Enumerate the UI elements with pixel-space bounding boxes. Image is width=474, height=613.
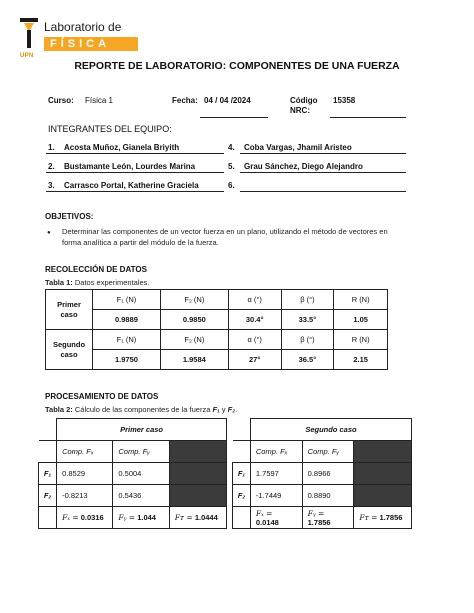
processing-heading: PROCESAMIENTO DE DATOS — [45, 392, 159, 401]
corner-cell — [233, 441, 251, 463]
member-num: 5. — [228, 162, 235, 171]
case-title: Primer caso — [57, 419, 227, 441]
table-row — [39, 485, 227, 507]
table-cell: 0.8890 — [302, 485, 354, 507]
table-row — [46, 290, 388, 310]
table-row — [39, 441, 227, 463]
table-cell: 33.5° — [281, 310, 334, 330]
sum-y-cell — [302, 507, 354, 529]
column-header: α (°) — [228, 330, 281, 350]
table1-caption — [45, 278, 150, 289]
sum-x-cell — [57, 507, 113, 529]
corner-cell — [39, 419, 57, 441]
table-cell: 0.8529 — [57, 463, 113, 485]
table2-caption — [45, 405, 237, 416]
shaded-cell — [169, 485, 226, 507]
objectives-heading: OBJETIVOS: — [45, 212, 94, 221]
column-header: β (°) — [281, 330, 334, 350]
shaded-cell — [354, 463, 412, 485]
codigo-value: 15358 — [333, 96, 356, 105]
caption-f2: F₂ — [227, 405, 236, 414]
column-header: α (°) — [228, 290, 281, 310]
table-row — [233, 463, 412, 485]
objective-line: forma analítica a partir del módulo de la fuerza. — [62, 238, 219, 247]
table-cell: -1.7449 — [250, 485, 302, 507]
table-row — [46, 350, 388, 370]
member-underline — [46, 153, 224, 154]
table-cell: 1.9584 — [160, 350, 228, 370]
corner-cell — [233, 419, 251, 441]
table-row — [233, 441, 412, 463]
case-label-line: caso — [60, 309, 78, 319]
nrc-label: NRC: — [290, 106, 310, 115]
row-label: F₁ — [39, 463, 57, 485]
shaded-cell — [354, 485, 412, 507]
corner-cell — [39, 507, 57, 529]
row-label: F₂ — [233, 485, 251, 507]
corner-cell — [233, 507, 251, 529]
case-label-line: caso — [60, 349, 78, 359]
fecha-label: Fecha: — [172, 96, 198, 105]
table-row — [39, 507, 227, 529]
table-row — [233, 419, 412, 441]
logo-line1: Laboratorio de — [44, 20, 122, 34]
member-num: 3. — [48, 181, 55, 190]
fecha-underline — [200, 117, 268, 118]
table-cell: 30.4° — [228, 310, 281, 330]
codigo-label: Código — [290, 96, 318, 105]
sum-t-symbol: Fᴛ = — [174, 513, 193, 522]
sum-t-symbol: Fᴛ = — [359, 513, 378, 522]
member-underline — [240, 153, 406, 154]
column-header: F₂ (N) — [160, 290, 228, 310]
table2-caption-label: Tabla 2: — [45, 405, 73, 414]
sum-x-value: 0.0148 — [255, 517, 279, 527]
table-row — [233, 507, 412, 529]
components-table-case-2 — [232, 418, 412, 529]
table-cell: 0.9889 — [93, 310, 161, 330]
column-header: F₂ (N) — [160, 330, 228, 350]
row-label: F₁ — [233, 463, 251, 485]
data-collection-heading: RECOLECCIÓN DE DATOS — [45, 265, 147, 274]
member-num: 1. — [48, 143, 55, 152]
column-header: Comp. Fₓ — [250, 441, 302, 463]
bullet-icon: ● — [47, 230, 51, 236]
sum-y-symbol: Fᵧ = — [307, 508, 325, 518]
case-label — [46, 290, 93, 330]
table-row — [39, 419, 227, 441]
column-header: F₁ (N) — [93, 330, 161, 350]
table1-caption-label: Tabla 1: — [45, 278, 73, 287]
member-name: Carrasco Portal, Katherine Graciela — [64, 181, 199, 190]
table2-caption-text: Cálculo de las componentes de la fuerza — [72, 405, 213, 414]
member-num: 4. — [228, 143, 235, 152]
sum-x-symbol: Fₓ = — [255, 508, 273, 518]
upn-torch-icon — [20, 18, 38, 50]
table-cell: 2.15 — [334, 350, 388, 370]
member-name: Grau Sánchez, Diego Alejandro — [244, 162, 363, 171]
table-cell: 0.5436 — [113, 485, 169, 507]
logo-upn-text: UPN — [20, 53, 34, 59]
table-cell: 0.5004 — [113, 463, 169, 485]
member-name: Acosta Muñoz, Gianela Briyith — [64, 143, 180, 152]
member-name: Bustamante León, Lourdes Marina — [64, 162, 196, 171]
sum-t-cell — [169, 507, 226, 529]
member-underline — [240, 191, 406, 192]
sum-x-cell — [250, 507, 302, 529]
sum-x-value: 0.0316 — [80, 513, 104, 522]
table-cell: 36.5° — [281, 350, 334, 370]
sum-y-cell — [113, 507, 169, 529]
column-header: Comp. Fₓ — [57, 441, 113, 463]
sum-t-value: 1.7856 — [379, 513, 403, 522]
row-label: F₂ — [39, 485, 57, 507]
lab-logo — [20, 18, 135, 59]
member-underline — [46, 191, 224, 192]
member-num: 2. — [48, 162, 55, 171]
corner-cell — [39, 441, 57, 463]
components-table-case-1 — [38, 418, 227, 529]
shaded-cell — [354, 441, 412, 463]
table-row — [233, 485, 412, 507]
table1-caption-text: Datos experimentales. — [72, 278, 150, 287]
caption-end: . — [235, 405, 238, 414]
codigo-underline — [330, 117, 406, 118]
curso-value: Física 1 — [85, 96, 114, 105]
table-cell: 27° — [228, 350, 281, 370]
table-row — [46, 310, 388, 330]
column-header: F₁ (N) — [93, 290, 161, 310]
table-row — [46, 330, 388, 350]
logo-line2: FÍSICA — [44, 37, 138, 51]
case-label — [46, 330, 93, 370]
column-header: β (°) — [281, 290, 334, 310]
team-heading: INTEGRANTES DEL EQUIPO: — [48, 124, 172, 134]
table-cell: 1.9750 — [93, 350, 161, 370]
sum-x-symbol: Fₓ = — [62, 513, 79, 522]
table-cell: -0.8213 — [57, 485, 113, 507]
experimental-data-table — [45, 289, 388, 370]
caption-f1: F₁ — [212, 405, 220, 414]
column-header: Comp. Fᵧ — [302, 441, 354, 463]
case-label-line: Primer — [57, 299, 81, 309]
sum-y-symbol: Fᵧ = — [118, 513, 136, 522]
table-cell: 0.9850 — [160, 310, 228, 330]
sum-y-value: 1.7856 — [307, 517, 331, 527]
case-label-line: Segundo — [52, 339, 86, 349]
case-title: Segundo caso — [250, 419, 411, 441]
shaded-cell — [169, 463, 226, 485]
table-cell: 1.05 — [334, 310, 388, 330]
column-header: R (N) — [334, 290, 388, 310]
shaded-cell — [169, 441, 226, 463]
column-header: Comp. Fᵧ — [113, 441, 169, 463]
curso-label: Curso: — [48, 96, 74, 105]
caption-y: y — [219, 405, 228, 414]
table-row — [39, 463, 227, 485]
member-underline — [240, 172, 406, 173]
column-header: R (N) — [334, 330, 388, 350]
member-underline — [46, 172, 224, 173]
sum-y-value: 1.044 — [137, 513, 156, 522]
fecha-value: 04 / 04 /2024 — [204, 96, 251, 105]
report-title: REPORTE DE LABORATORIO: COMPONENTES DE UNA FUERZA — [74, 60, 400, 72]
table-cell: 1.7597 — [250, 463, 302, 485]
member-name: Coba Vargas, Jhamil Aristeo — [244, 143, 352, 152]
objective-line: Determinar las componentes de un vector fuerza en un plano, utilizando el método de vectores en — [62, 227, 388, 236]
table-cell: 0.8966 — [302, 463, 354, 485]
sum-t-cell — [354, 507, 412, 529]
member-num: 6. — [228, 181, 235, 190]
sum-t-value: 1.0444 — [194, 513, 218, 522]
